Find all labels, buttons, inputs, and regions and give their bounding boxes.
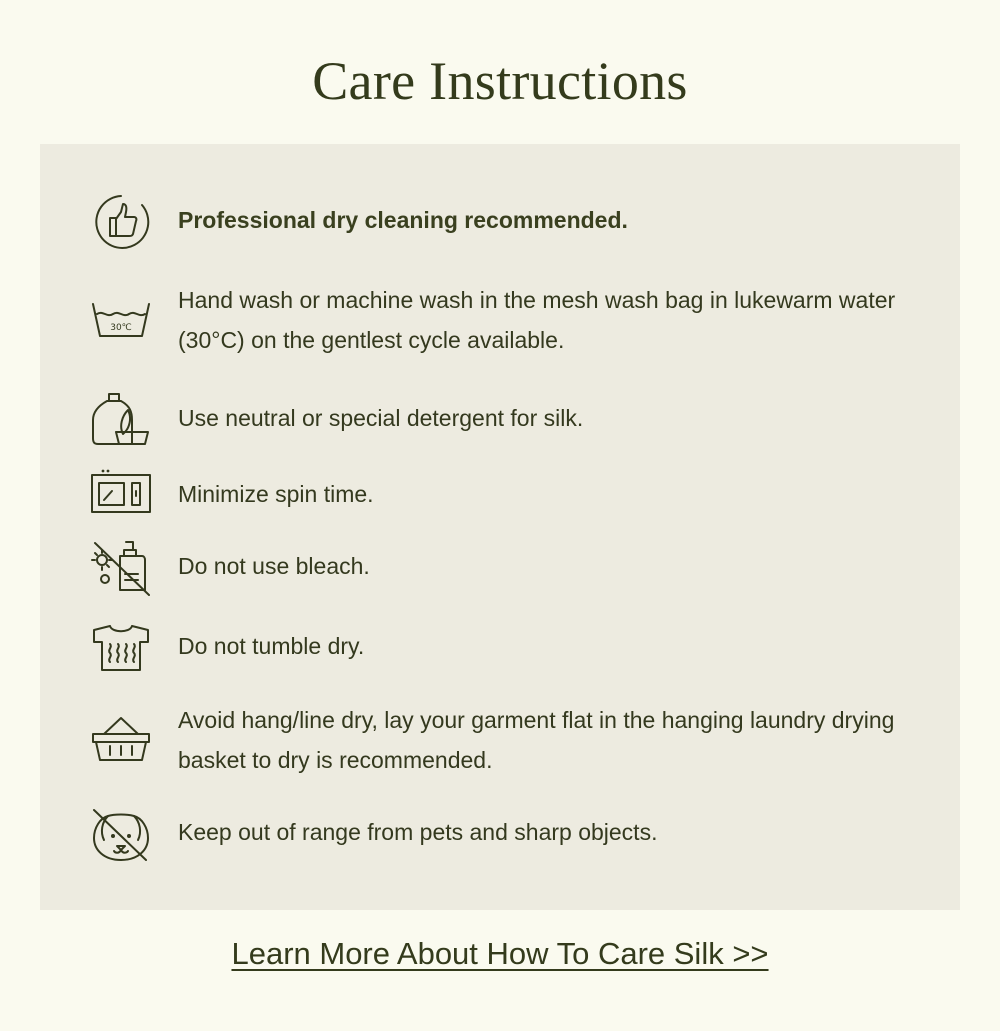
drying-basket-icon — [90, 710, 152, 772]
learn-more-link[interactable]: Learn More About How To Care Silk >> — [231, 936, 769, 971]
care-text: Do not tumble dry. — [178, 633, 365, 659]
care-text: Minimize spin time. — [178, 481, 374, 507]
hand-wash-30c-icon — [90, 286, 152, 348]
care-text: Use neutral or special detergent for silk. — [178, 405, 584, 431]
page-title: Care Instructions — [312, 51, 688, 111]
no-bleach-icon — [90, 538, 152, 600]
no-tumble-dry-icon — [90, 616, 152, 678]
care-text: Avoid hang/line dry, lay your garment flat in the hanging laundry drying basket to dry is recommended. — [178, 707, 895, 773]
detergent-bottle-icon — [90, 390, 152, 452]
learn-more-section — [0, 936, 1000, 972]
washing-machine-spin-icon — [90, 466, 152, 528]
care-text: Keep out of range from pets and sharp objects. — [178, 819, 658, 845]
care-instructions-panel — [40, 144, 960, 910]
temperature-label: 30℃ — [110, 323, 132, 333]
care-text: Hand wash or machine wash in the mesh wash bag in lukewarm water (30°C) on the gentlest cycle available. — [178, 287, 896, 353]
care-text: Do not use bleach. — [178, 553, 370, 579]
care-text: Professional dry cleaning recommended. — [178, 207, 628, 233]
no-pets-icon — [90, 806, 152, 868]
thumbs-up-icon — [90, 190, 152, 252]
